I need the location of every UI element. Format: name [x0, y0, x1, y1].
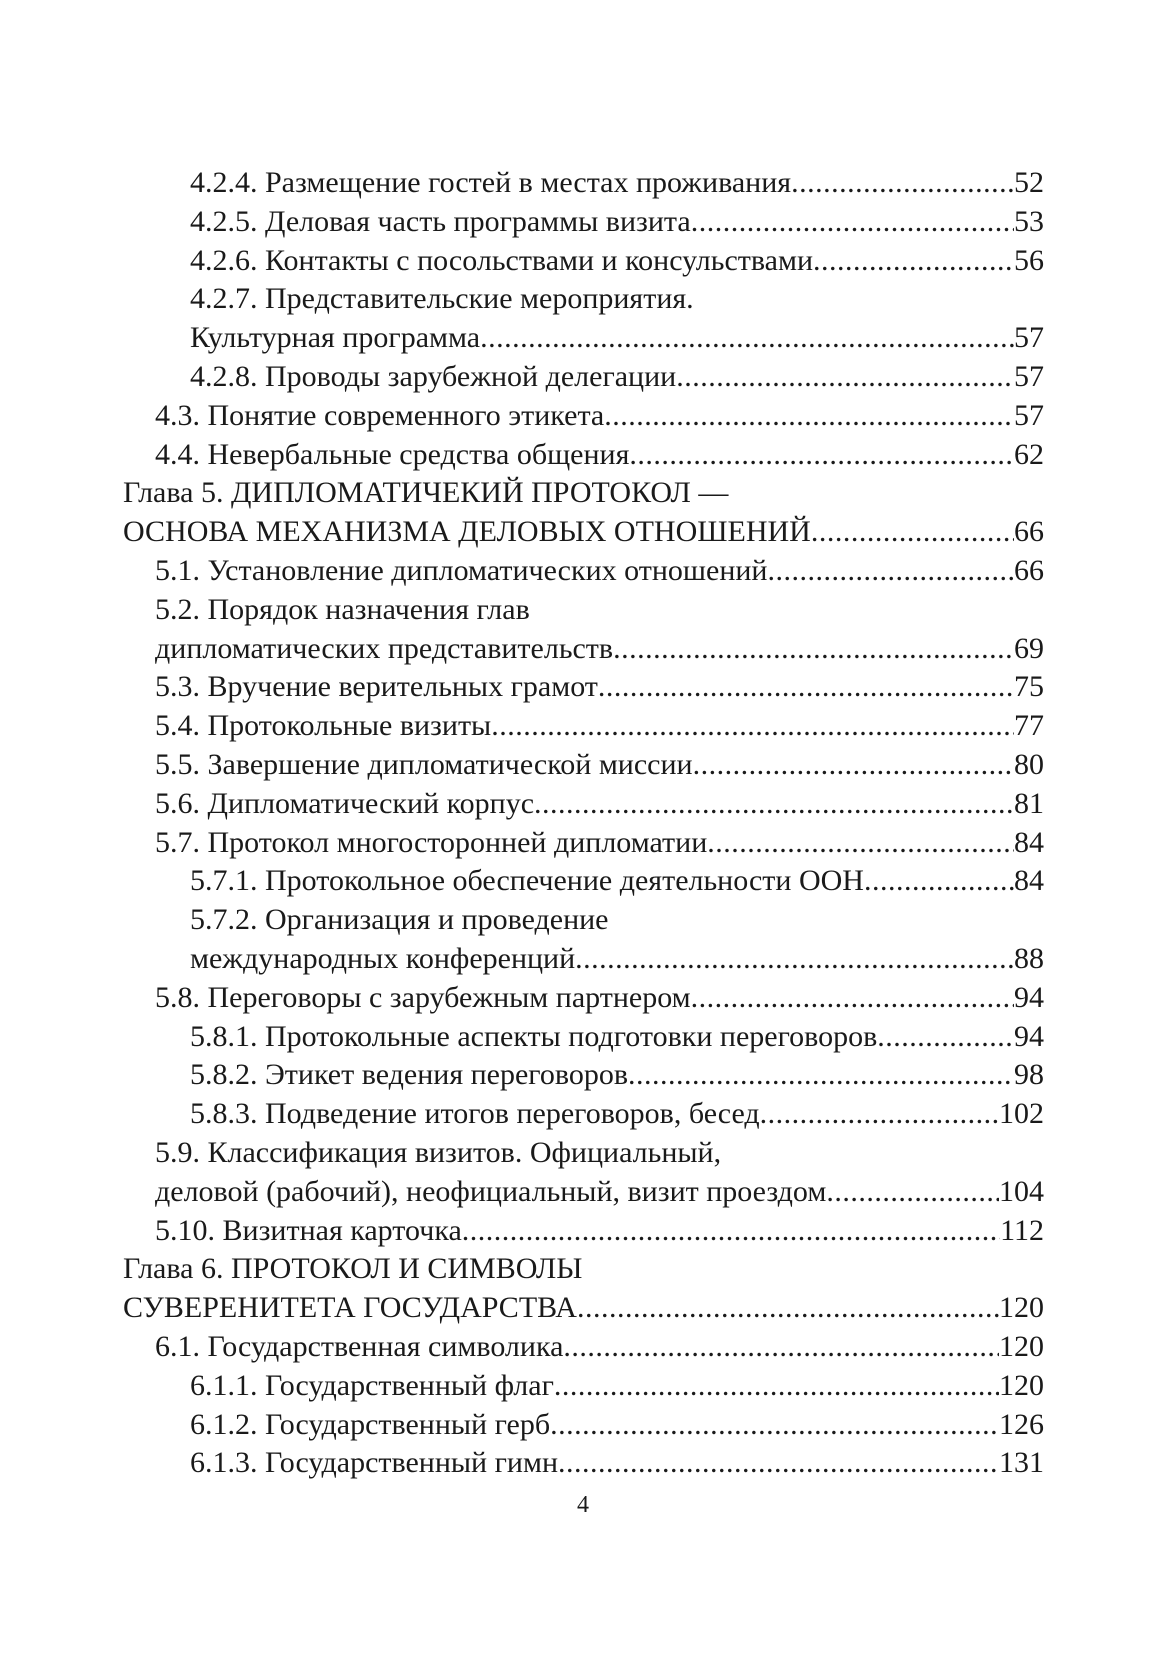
toc-entry-title: 5.6. Дипломатический корпус	[155, 786, 535, 820]
toc-entry	[0, 1289, 1166, 1328]
dot-leader	[598, 668, 1014, 707]
toc-entry-title: Культурная программа	[190, 321, 481, 355]
toc-entry-page: 112	[1000, 1213, 1044, 1247]
toc-entry	[0, 1056, 1166, 1095]
toc-entry	[0, 1134, 1166, 1173]
dot-leader	[826, 1173, 999, 1212]
toc-entry-page: 66	[1014, 553, 1044, 587]
toc-entry-page: 66	[1014, 515, 1044, 549]
toc-entry-page: 120	[999, 1329, 1044, 1363]
dot-leader	[760, 1095, 999, 1134]
toc-entry-page: 69	[1014, 631, 1044, 665]
toc-entry-page: 120	[999, 1291, 1044, 1325]
toc-entry	[0, 1095, 1166, 1134]
toc-entry-title: 4.2.4. Размещение гостей в местах проживания	[190, 166, 792, 199]
dot-leader	[813, 242, 1014, 281]
toc-entry-page: 80	[1014, 747, 1044, 781]
toc-entry	[0, 668, 1166, 707]
toc-entry-title: 5.8.3. Подведение итогов переговоров, бесед	[190, 1097, 760, 1131]
toc-entry-page: 57	[1014, 398, 1044, 432]
dot-leader	[563, 1328, 999, 1367]
toc-entry-title: 5.9. Классификация визитов. Официальный,	[155, 1135, 722, 1169]
toc-entry	[0, 513, 1166, 552]
toc-entry-title: 5.3. Вручение верительных грамот	[155, 670, 598, 704]
toc-entry-page: 77	[1014, 709, 1044, 743]
toc-entry-page: 75	[1014, 670, 1044, 704]
toc-entry-title: 5.8.2. Этикет ведения переговоров	[190, 1058, 628, 1092]
toc-entry	[0, 1250, 1166, 1289]
toc-entry-title: 4.2.6. Контакты с посольствами и консульствами	[190, 243, 814, 277]
toc-entry-page: 126	[999, 1407, 1044, 1441]
toc-entry-title: деловой (рабочий), неофициальный, визит проездом	[155, 1174, 827, 1208]
dot-leader	[575, 940, 1014, 979]
dot-leader	[691, 979, 1014, 1018]
dot-leader	[613, 630, 1014, 669]
dot-leader	[604, 397, 1014, 436]
toc-entry-title: 5.10. Визитная карточка	[155, 1213, 462, 1247]
toc-entry-page: 131	[999, 1446, 1044, 1480]
toc-entry-title: СУВЕРЕНИТЕТА ГОСУДАРСТВА	[123, 1291, 577, 1325]
dot-leader	[791, 164, 1014, 203]
toc-entry-title: 5.8. Переговоры с зарубежным партнером	[155, 980, 691, 1014]
toc-entry	[0, 979, 1166, 1018]
toc-entry-page: 84	[1014, 825, 1044, 859]
dot-leader	[534, 785, 1014, 824]
toc-entry-page: 102	[999, 1097, 1044, 1131]
dot-leader	[691, 203, 1014, 242]
dot-leader	[707, 824, 1014, 863]
toc-entry	[0, 164, 1166, 203]
toc-entry	[0, 746, 1166, 785]
dot-leader	[877, 1018, 1014, 1057]
dot-leader	[864, 862, 1014, 901]
toc-entry	[0, 940, 1166, 979]
toc-entry-title: 4.2.7. Представительские мероприятия.	[190, 282, 694, 316]
toc-entry-title: 6.1.3. Государственный гимн	[190, 1446, 559, 1480]
dot-leader	[491, 707, 1014, 746]
dot-leader	[676, 358, 1014, 397]
toc-entry-title: 5.1. Установление дипломатических отношений	[155, 553, 768, 587]
toc-entry-title: 6.1.1. Государственный флаг	[190, 1368, 554, 1402]
dot-leader	[550, 1406, 999, 1445]
toc-entry-title: 6.1.2. Государственный герб	[190, 1407, 551, 1441]
dot-leader	[577, 1289, 999, 1328]
dot-leader	[767, 552, 1014, 591]
toc-entry	[0, 1444, 1166, 1483]
toc-entry	[0, 1406, 1166, 1445]
dot-leader	[462, 1212, 1000, 1251]
toc-entry-title: 4.3. Понятие современного этикета	[155, 398, 605, 432]
toc-entry	[0, 552, 1166, 591]
toc-entry	[0, 319, 1166, 358]
toc-entry	[0, 824, 1166, 863]
table-of-contents	[0, 164, 1166, 1483]
toc-entry-title: 5.7.2. Организация и проведение	[190, 903, 609, 937]
toc-entry-page: 62	[1014, 437, 1044, 471]
toc-entry	[0, 397, 1166, 436]
toc-entry-title: 5.4. Протокольные визиты	[155, 709, 492, 743]
toc-entry	[0, 862, 1166, 901]
toc-entry-title: 5.7. Протокол многосторонней дипломатии	[155, 825, 708, 859]
dot-leader	[554, 1367, 999, 1406]
toc-entry-title: 5.2. Порядок назначения глав	[155, 592, 530, 626]
toc-entry-title: 5.5. Завершение дипломатической миссии	[155, 747, 693, 781]
toc-entry	[0, 1367, 1166, 1406]
toc-entry	[0, 901, 1166, 940]
page-number: 4	[577, 1492, 589, 1518]
toc-entry-title: 5.8.1. Протокольные аспекты подготовки переговоров	[190, 1019, 878, 1053]
toc-entry-page: 53	[1014, 204, 1044, 238]
toc-entry-page: 104	[999, 1174, 1044, 1208]
toc-entry-page: 57	[1014, 321, 1044, 355]
toc-entry	[0, 1018, 1166, 1057]
toc-entry-title: 5.7.1. Протокольное обеспечение деятельности ООН	[190, 864, 864, 898]
toc-entry	[0, 242, 1166, 281]
toc-entry-page: 98	[1014, 1058, 1044, 1092]
toc-entry-title: Глава 5. ДИПЛОМАТИЧЕКИЙ ПРОТОКОЛ —	[123, 476, 729, 510]
toc-entry-page: 120	[999, 1368, 1044, 1402]
toc-entry-title: 4.2.5. Деловая часть программы визита	[190, 204, 691, 238]
toc-entry-page: 52	[1014, 166, 1044, 199]
toc-entry	[0, 280, 1166, 319]
toc-entry	[0, 1328, 1166, 1367]
toc-entry	[0, 1212, 1166, 1251]
toc-entry-page: 57	[1014, 359, 1044, 393]
dot-leader	[558, 1444, 999, 1483]
toc-entry-page: 88	[1014, 941, 1044, 975]
dot-leader	[480, 319, 1014, 358]
toc-entry-title: Глава 6. ПРОТОКОЛ И СИМВОЛЫ	[123, 1252, 583, 1286]
dot-leader	[693, 746, 1014, 785]
toc-entry	[0, 203, 1166, 242]
toc-entry-title: 6.1. Государственная символика	[155, 1329, 564, 1363]
toc-entry	[0, 1173, 1166, 1212]
toc-entry-title: ОСНОВА МЕХАНИЗМА ДЕЛОВЫХ ОТНОШЕНИЙ	[123, 515, 811, 549]
toc-entry	[0, 358, 1166, 397]
toc-entry	[0, 591, 1166, 630]
toc-entry-page: 94	[1014, 980, 1044, 1014]
toc-entry	[0, 785, 1166, 824]
toc-entry-title: дипломатических представительств	[155, 631, 614, 665]
toc-entry-page: 81	[1014, 786, 1044, 820]
toc-entry	[0, 630, 1166, 669]
toc-entry-title: 4.4. Невербальные средства общения	[155, 437, 630, 471]
toc-entry-page: 84	[1014, 864, 1044, 898]
dot-leader	[629, 436, 1014, 475]
dot-leader	[811, 513, 1014, 552]
toc-entry	[0, 436, 1166, 475]
toc-entry	[0, 474, 1166, 513]
toc-entry	[0, 707, 1166, 746]
toc-entry-title: международных конференций	[190, 941, 576, 975]
dot-leader	[628, 1056, 1014, 1095]
toc-entry-page: 94	[1014, 1019, 1044, 1053]
toc-entry-title: 4.2.8. Проводы зарубежной делегации	[190, 359, 677, 393]
toc-entry-page: 56	[1014, 243, 1044, 277]
